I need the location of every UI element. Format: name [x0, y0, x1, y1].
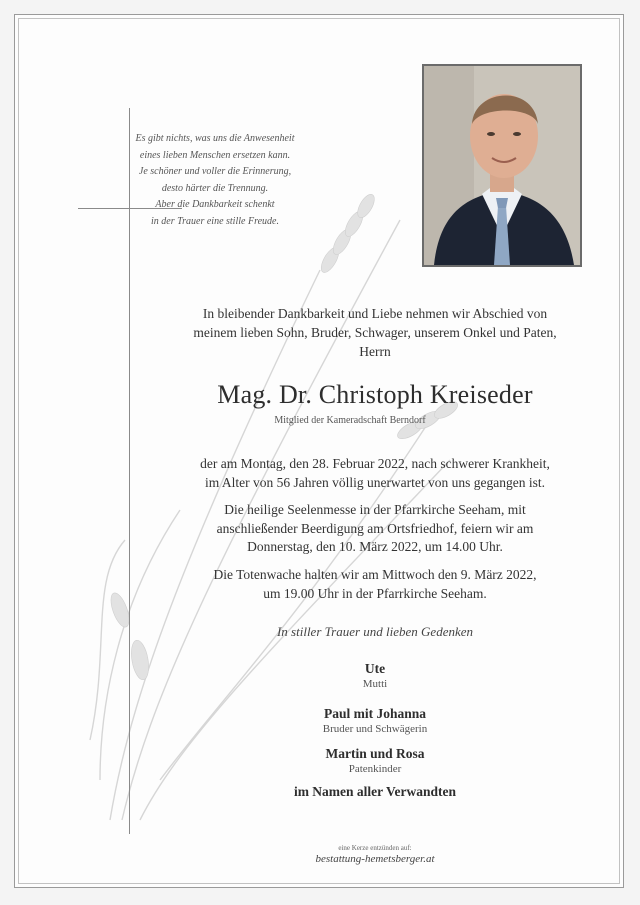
motto-line: Aber die Dankbarkeit schenkt — [155, 199, 275, 210]
funeral-paragraph — [175, 501, 575, 557]
paragraph-line: um 19.00 Uhr in der Pfarrkirche Seeham. — [263, 585, 487, 601]
mourner-relation: Mutti — [362, 678, 388, 690]
intro-line: meinem lieben Sohn, Bruder, Schwager, unserem Onkel und Paten, — [193, 325, 557, 340]
motto-line: in der Trauer eine stille Freude. — [151, 215, 279, 227]
mourner-relation: Bruder und Schwägerin — [322, 723, 428, 735]
paragraph-line: Die heilige Seelenmesse in der Pfarrkirche Seeham, mit — [224, 502, 526, 517]
motto-line: Je schöner und voller die Erinnerung, — [138, 166, 292, 177]
mourner-name: Paul mit Johanna — [323, 706, 427, 721]
portrait-photo — [422, 64, 582, 267]
paragraph-line: anschließender Beerdigung am Ortsfriedhof, feiern wir am — [216, 520, 534, 536]
mourner-entry — [250, 745, 500, 776]
paragraph-line: Die Totenwache halten wir am Mittwoch den 9. März 2022, — [213, 567, 537, 582]
mourner-name: Ute — [364, 661, 386, 676]
portrait-image — [424, 66, 580, 265]
motto-verse — [130, 131, 300, 230]
closing-line: im Namen aller Verwandten — [293, 784, 457, 799]
paragraph-line: der am Montag, den 28. Februar 2022, nach schwerer Krankheit, — [200, 456, 550, 471]
mourning-line: In stiller Trauer und lieben Gedenken — [276, 624, 474, 639]
paragraph-line: Donnerstag, den 10. März 2022, um 14.00 Uhr. — [247, 539, 503, 554]
intro-text — [175, 304, 575, 361]
mourner-name: Martin und Rosa — [325, 746, 425, 761]
paragraph-line: im Alter von 56 Jahren völlig unerwartet von uns gegangen ist. — [204, 474, 546, 490]
mourner-entry — [250, 705, 500, 736]
footer-note: eine Kerze entzünden auf: — [338, 844, 412, 852]
motto-line: eines lieben Menschen ersetzen kann. — [139, 149, 291, 161]
mourner-entry — [250, 660, 500, 691]
deceased-name: Mag. Dr. Christoph Kreiseder — [217, 380, 533, 409]
motto-line: Es gibt nichts, was uns die Anwesenheit — [135, 133, 295, 144]
mourner-relation: Patenkinder — [348, 763, 402, 775]
intro-line: In bleibender Dankbarkeit und Liebe nehmen wir Abschied von — [202, 306, 548, 321]
intro-line: Herrn — [359, 344, 391, 359]
motto-line: desto härter die Trennung. — [161, 182, 269, 194]
wake-paragraph — [175, 566, 575, 603]
deceased-membership: Mitglied der Kameradschaft Berndorf — [274, 415, 426, 426]
footer-url-link[interactable]: bestattung-hemetsberger.at — [315, 853, 435, 865]
death-paragraph — [175, 455, 575, 492]
